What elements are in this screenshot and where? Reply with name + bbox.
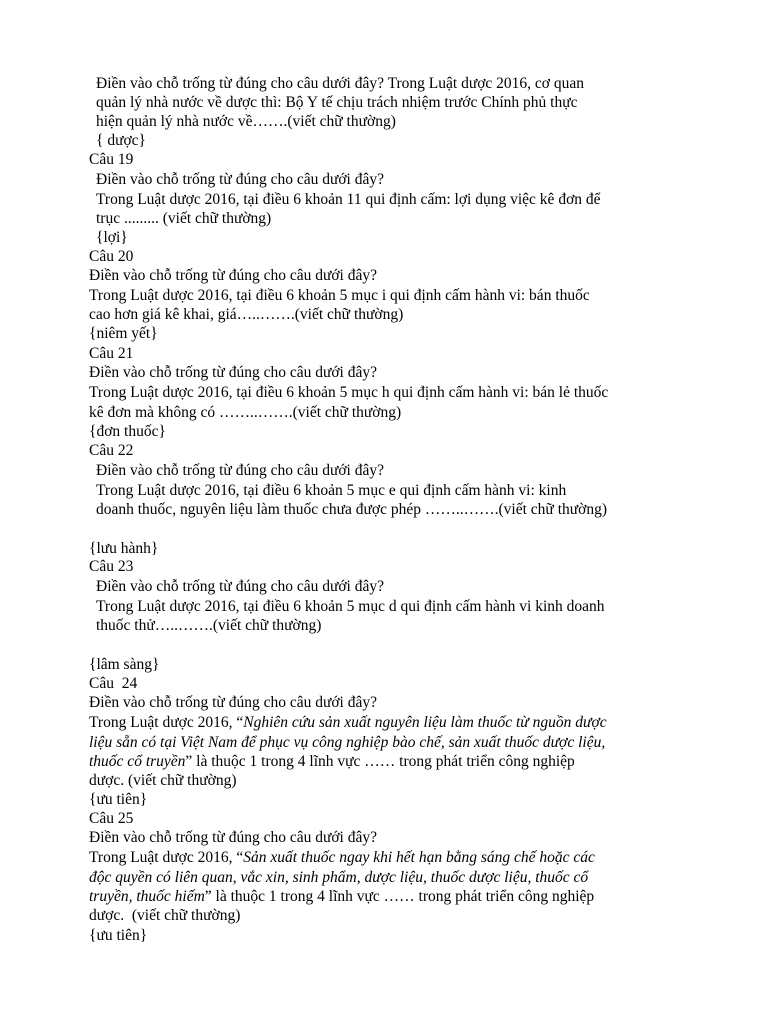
q23-line-1: Điền vào chỗ trống từ đúng cho câu dưới đây? bbox=[96, 578, 384, 595]
q18-line-1: Điền vào chỗ trống từ đúng cho câu dưới đây? Trong Luật dược 2016, cơ quan bbox=[96, 75, 585, 92]
q23-line-3: thuốc thử…..…….(viết chữ thường) bbox=[96, 617, 322, 634]
q23-answer: {lâm sàng} bbox=[89, 656, 160, 673]
q20-line-1: Điền vào chỗ trống từ đúng cho câu dưới đây? bbox=[89, 267, 377, 284]
q25-line-2 bbox=[89, 868, 588, 887]
q19-label: Câu 19 bbox=[89, 151, 134, 168]
q20-line-3: cao hơn giá kê khai, giá…..…….(viết chữ thường) bbox=[89, 306, 404, 323]
q24-line-1 bbox=[89, 713, 607, 732]
q24-line-3-suffix: ” là thuộc 1 trong 4 lĩnh vực …… trong phát triển công nghiệp bbox=[185, 753, 575, 770]
q22-label: Câu 22 bbox=[89, 442, 134, 459]
q25-question: Điền vào chỗ trống từ đúng cho câu dưới đây? bbox=[89, 829, 377, 846]
q25-line-2-italic: độc quyền có liên quan, vắc xin, sinh phẩm, dược liệu, thuốc dược liệu, thuốc cổ bbox=[89, 869, 589, 886]
q23-line-2: Trong Luật dược 2016, tại điều 6 khoản 5 mục d qui định cấm hành vi kinh doanh bbox=[96, 598, 605, 615]
q25-line-1-italic: Sản xuất thuốc ngay khi hết hạn bằng sáng chế hoặc các bbox=[243, 849, 595, 866]
q18-answer: { dược} bbox=[96, 132, 146, 149]
q22-line-1: Điền vào chỗ trống từ đúng cho câu dưới đây? bbox=[96, 462, 384, 479]
q19-line-3: trục ......... (viết chữ thường) bbox=[96, 210, 272, 227]
q23-label: Câu 23 bbox=[89, 558, 134, 575]
q18-line-2: quản lý nhà nước về dược thì: Bộ Y tế chịu trách nhiệm trước Chính phủ thực bbox=[96, 94, 578, 111]
q25-line-1-prefix: Trong Luật dược 2016, “ bbox=[89, 849, 244, 866]
q20-answer: {niêm yết} bbox=[89, 325, 158, 342]
q24-answer: {ưu tiên} bbox=[89, 791, 148, 808]
q22-line-2: Trong Luật dược 2016, tại điều 6 khoản 5 mục e qui định cấm hành vi: kinh bbox=[96, 482, 567, 499]
q24-label: Câu 24 bbox=[89, 675, 138, 692]
q20-label: Câu 20 bbox=[89, 248, 134, 265]
q25-label: Câu 25 bbox=[89, 810, 134, 827]
q19-line-1: Điền vào chỗ trống từ đúng cho câu dưới đây? bbox=[96, 171, 384, 188]
q24-question: Điền vào chỗ trống từ đúng cho câu dưới đây? bbox=[89, 694, 377, 711]
q21-answer: {đơn thuốc} bbox=[89, 423, 166, 440]
q25-answer: {ưu tiên} bbox=[89, 927, 148, 944]
q19-answer: {lợi} bbox=[96, 229, 128, 246]
q24-line-1-prefix: Trong Luật dược 2016, “ bbox=[89, 714, 244, 731]
q19-line-2: Trong Luật dược 2016, tại điều 6 khoản 11 qui định cấm: lợi dụng việc kê đơn để bbox=[96, 191, 601, 208]
q21-line-3: kê đơn mà không có ……..…….(viết chữ thường) bbox=[89, 404, 402, 421]
q24-line-2 bbox=[89, 733, 605, 752]
q22-line-3: doanh thuốc, nguyên liệu làm thuốc chưa được phép ……..…….(viết chữ thường) bbox=[96, 501, 608, 518]
q22-answer: {lưu hành} bbox=[89, 540, 159, 557]
q25-line-3-suffix: ” là thuộc 1 trong 4 lĩnh vực …… trong phát triển công nghiệp bbox=[204, 888, 595, 905]
q24-line-3 bbox=[89, 752, 575, 771]
q24-line-4: dược. (viết chữ thường) bbox=[89, 772, 237, 789]
q21-line-2: Trong Luật dược 2016, tại điều 6 khoản 5 mục h qui định cấm hành vi: bán lẻ thuốc bbox=[89, 384, 609, 401]
q25-line-4: dược. (viết chữ thường) bbox=[89, 907, 241, 924]
q21-line-1: Điền vào chỗ trống từ đúng cho câu dưới đây? bbox=[89, 364, 377, 381]
q24-line-1-italic: Nghiên cứu sản xuất nguyên liệu làm thuốc từ nguồn dược bbox=[243, 714, 607, 731]
q24-line-2-italic: liệu sẵn có tại Việt Nam để phục vụ công nghiệp bào chế, sản xuất thuốc dược liệu, bbox=[89, 734, 606, 751]
q24-line-3-italic: thuốc cổ truyền bbox=[89, 753, 186, 770]
q25-line-1 bbox=[89, 848, 595, 867]
q18-line-3: hiện quản lý nhà nước về…….(viết chữ thường) bbox=[96, 113, 396, 130]
q25-line-3 bbox=[89, 887, 594, 906]
q21-label: Câu 21 bbox=[89, 345, 134, 362]
q25-line-3-italic: truyền, thuốc hiếm bbox=[89, 888, 205, 905]
q20-line-2: Trong Luật dược 2016, tại điều 6 khoản 5 mục i qui định cấm hành vi: bán thuốc bbox=[89, 287, 590, 304]
